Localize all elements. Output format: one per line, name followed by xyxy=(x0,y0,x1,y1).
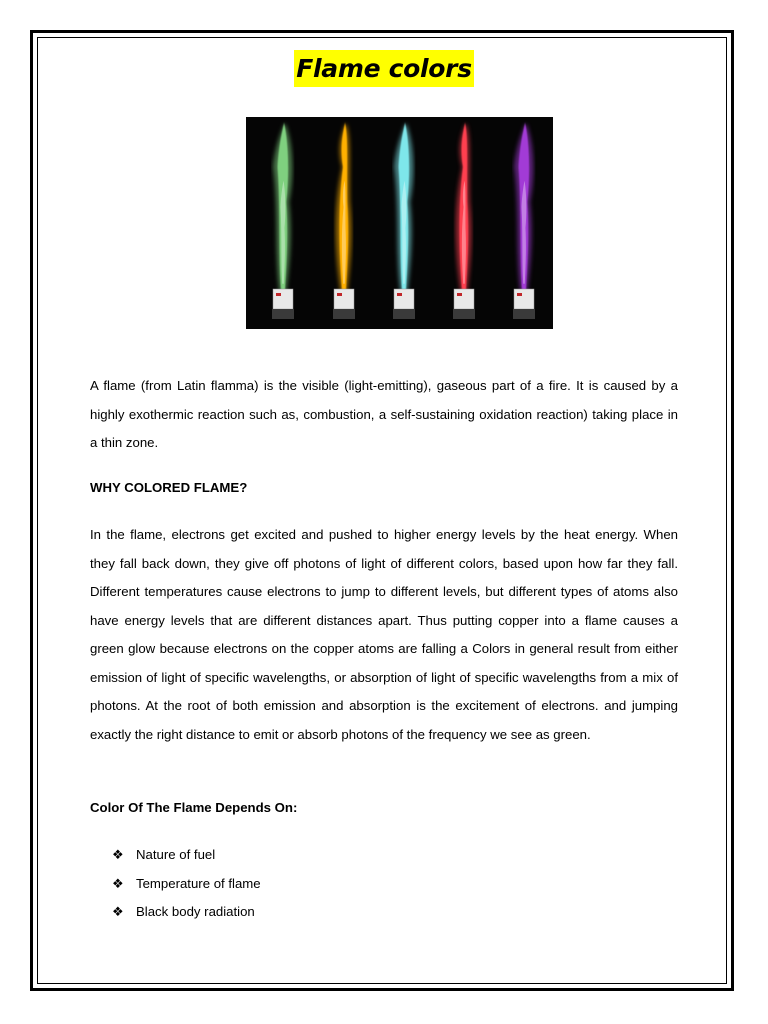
burner-stand xyxy=(393,309,415,319)
burner-stand xyxy=(513,309,535,319)
burner-logo xyxy=(276,293,281,296)
intro-paragraph: A flame (from Latin flamma) is the visible (light-emitting), gaseous part of a fire. It is caused by a highly exothermic reaction such as, combustion, a self-sustaining oxidation reaction) taking place in a thin zone. xyxy=(90,378,678,450)
title-container xyxy=(0,50,768,87)
diamond-bullet-icon: ❖ xyxy=(112,847,124,862)
list-item-text: Temperature of flame xyxy=(136,875,261,891)
burner-logo xyxy=(397,293,402,296)
why-colored-flame-paragraph: In the flame, electrons get excited and pushed to higher energy levels by the heat energy. When they fall back down, they give off photons of light of different colors, based upon how far they fall. Different temperatures cause electrons to jump to different levels, but different types of atoms also have energy levels that are different distances apart. Thus putting copper into a flame causes a green glow because electrons on the copper atoms are falling a Colors in general result from either emission of light of specific wavelengths, or absorption of light of specific wavelengths from a mix of photons. At the root of both emission and absorption is the excitement of electrons. and jumping exactly the right distance to emit or absorb photons of the frequency we see as green. xyxy=(90,527,678,742)
burner-stand xyxy=(272,309,294,319)
list-item xyxy=(112,846,261,875)
burner-box xyxy=(334,289,354,309)
burner-stand xyxy=(453,309,475,319)
burner-logo xyxy=(457,293,462,296)
list-item xyxy=(112,903,261,932)
burner-logo xyxy=(517,293,522,296)
flame-colors-photo xyxy=(246,117,553,329)
list-item-text: Nature of fuel xyxy=(136,847,216,862)
burner-box xyxy=(273,289,293,309)
flame-photo-svg xyxy=(246,117,553,329)
diamond-bullet-icon: ❖ xyxy=(112,904,124,919)
document-title: Flame colors xyxy=(294,50,474,87)
depends-on-list xyxy=(112,846,261,932)
diamond-bullet-icon: ❖ xyxy=(112,875,124,891)
burner-logo xyxy=(337,293,342,296)
depends-on-heading: Color Of The Flame Depends On: xyxy=(90,800,298,815)
why-colored-flame-heading: WHY COLORED FLAME? xyxy=(90,480,248,495)
burner-box xyxy=(454,289,474,309)
burner-stand xyxy=(333,309,355,319)
list-item xyxy=(112,875,261,904)
burner-box xyxy=(394,289,414,309)
list-item-text: Black body radiation xyxy=(136,904,255,919)
burner-box xyxy=(514,289,534,309)
